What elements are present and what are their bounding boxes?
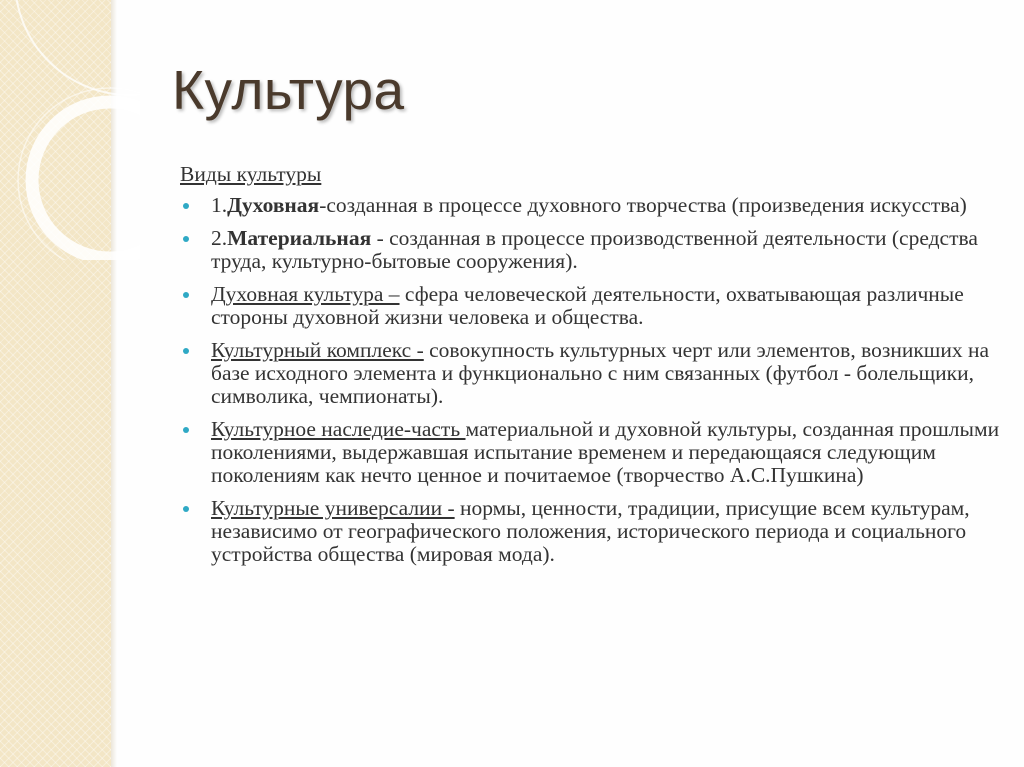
item-term: Духовная культура – bbox=[211, 282, 400, 306]
list-item bbox=[180, 283, 1000, 329]
slide-subtitle: Виды культуры bbox=[180, 162, 322, 186]
bullet-dot-icon bbox=[183, 348, 189, 354]
definition-list bbox=[180, 194, 1000, 566]
item-term: Материальная bbox=[227, 226, 372, 250]
list-item bbox=[180, 194, 1000, 217]
slide-title: Культура bbox=[172, 59, 405, 121]
list-item bbox=[180, 339, 1000, 408]
list-item bbox=[180, 227, 1000, 273]
item-text: нормы, ценности, традиции, присущие всем культурам, независимо от географического положения, исторического периода и социального устройства общества (мировая мода). bbox=[211, 496, 970, 566]
item-term: Культурные универсалии - bbox=[211, 496, 455, 520]
item-text: сфера человеческой деятельности, охватывающая различные стороны духовной жизни человека и общества. bbox=[211, 282, 964, 329]
item-number: 2. bbox=[211, 226, 228, 250]
decorative-ring-large bbox=[15, 0, 140, 95]
item-term: Культурный комплекс - bbox=[211, 338, 424, 362]
slide-content bbox=[180, 163, 1000, 576]
item-term: Культурное наследие-часть bbox=[211, 417, 466, 441]
item-text: -созданная в процессе духовного творчества (произведения искусства) bbox=[319, 193, 967, 217]
item-term: Духовная bbox=[227, 193, 320, 217]
item-text: материальной и духовной культуры, созданная прошлыми поколениями, выдержавшая испытание временем и передающаяся следующим поколениям как нечто ценное и почитаемое (творчество А.С.Пушкина) bbox=[211, 417, 1000, 487]
item-text: - созданная в процессе производственной деятельности (средства труда, культурно-бытовые сооружения). bbox=[211, 226, 978, 273]
bullet-dot-icon bbox=[183, 427, 189, 433]
bullet-dot-icon bbox=[183, 236, 189, 242]
decorative-rings bbox=[0, 0, 140, 260]
item-number: 1. bbox=[211, 193, 228, 217]
list-item bbox=[180, 418, 1000, 487]
bullet-dot-icon bbox=[183, 203, 189, 209]
item-text: совокупность культурных черт или элементов, возникших на базе исходного элемента и функционально с ним связанных (футбол - болельщики, символика, чемпионаты). bbox=[211, 338, 990, 408]
decorative-ring-thick bbox=[32, 102, 140, 258]
bullet-dot-icon bbox=[183, 506, 189, 512]
bullet-dot-icon bbox=[183, 292, 189, 298]
list-item bbox=[180, 497, 1000, 566]
